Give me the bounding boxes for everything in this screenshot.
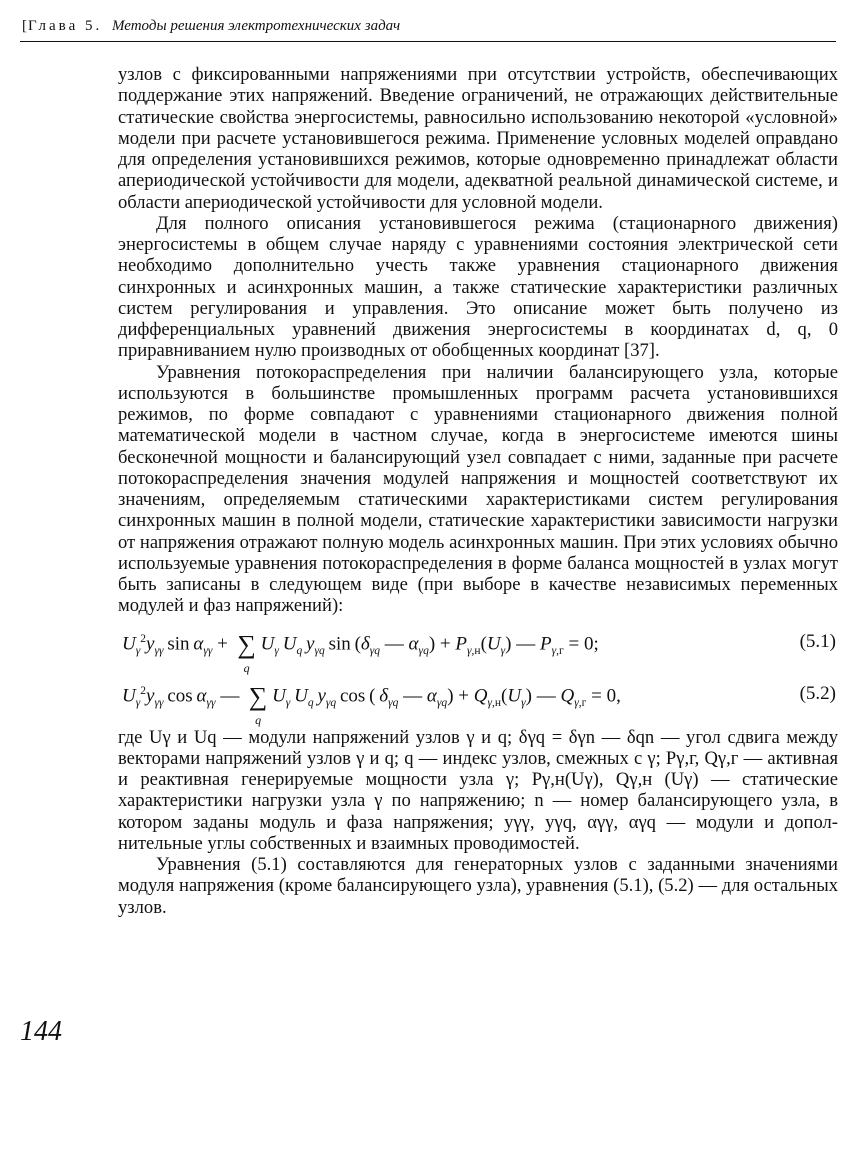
header-bracket: [ bbox=[22, 18, 27, 34]
equation-5-1-formula: $U_\gamma^2y_{\gamma\gamma}$ $\sin \alpha_{\gamma\gamma}$ + ∑ q $U_\gamma$ $U_q$ $y_{\gamma q}$ $\sin (\delta_{\gamma q}$ — $\alpha_{\gamma q}) + P_{\gamma,н}(U_\gamma)$ — $P_{\gamma,г} = 0$; bbox=[122, 629, 599, 675]
equation-5-2 bbox=[118, 677, 838, 727]
paragraph-2: Для полного описания установившегося режима (стационарного движения) энергосистемы в общем случае наряду с уравнениями состояния электрической сети необходимо дополнительно учесть также уравнения стационарного движения синхронных и асинхронных машин, а также статические характеристики различных систем регулирования и управления. Это описание может быть получено из дифференциальных уравнений движения энергосистемы в координатах d, q, 0 приравниванием нулю производных от обобщенных координат [37]. bbox=[118, 212, 838, 362]
paragraph-3: Уравнения потокораспределения при наличии балансирующего узла, которые используются в большинстве промышленных программ расчета установившихся режимов, по форме совпадают с уравнениями стационарного движения полной математической модели в частном случае, когда в энергосистеме имеются шины бесконечной мощности и балансирующий узел совпадает с ними, заданные при расчете потокораспределения значения модулей напряжения и мощностей соответствуют их значениям, определяемым статическими характеристиками систем регулирования синхронных машин в полной модели, статические характеристики зависимости нагрузки от напряжения отражают полную модель асинхронных машин. При этих условиях обычно используемые уравнения потокораспределения в форме баланса мощностей в узлах могут быть записаны в следующем виде (при выборе в качестве независимых переменных модулей и фаз напряжений): bbox=[118, 361, 838, 617]
equation-5-2-formula: $U_\gamma^2y_{\gamma\gamma}$ $\cos \alpha_{\gamma\gamma}$ — ∑ q $U_\gamma$ $U_q$ $y_{\gamma q}$ cos ( $\delta_{\gamma q}$ — $\alpha_{\gamma q}) + Q_{\gamma,н}(U_\gamma)$ — $Q_{\gamma,г} = 0$, bbox=[122, 681, 621, 727]
equation-5-1 bbox=[118, 625, 838, 675]
sum-symbol: ∑ q bbox=[248, 681, 268, 727]
sum-symbol: ∑ q bbox=[237, 629, 256, 675]
paragraph-5: Уравнения (5.1) составляются для генераторных узлов с заданными значениями модуля напряжения (кроме балансирующего узла), уравнения (5.1), (5.2) — для остальных узлов. bbox=[118, 854, 838, 918]
header-chapter: Глава 5. bbox=[28, 18, 103, 34]
running-header bbox=[22, 16, 834, 36]
body-text bbox=[118, 64, 838, 918]
paragraph-1: узлов с фиксированными напряжениями при отсутствии устройств, обеспечивающих поддержание этих напряжений. Введение ограничений, не отражающих действительные статические свойства энергосистемы, равносильно использованию некоторой «условной» модели при расчете установившегося режима. Применение условных моделей оправдано для определения установившихся режимов, которые одновременно принадлежат области апериодической устойчивости для модели, адекватной реальной динамической системе, и области апериодической устойчивости для условной модели. bbox=[118, 64, 838, 213]
page-number: 144 bbox=[20, 1016, 62, 1047]
equation-number: (5.1) bbox=[799, 630, 836, 652]
equation-number: (5.2) bbox=[799, 682, 836, 704]
header-rule bbox=[20, 41, 836, 42]
paragraph-4: где Uγ и Uq — модули напряжений узлов γ и q; δγq = δγn — δqn — угол сдвига между векторами напряжений узлов γ и q; q — индекс узлов, смежных с γ; Pγ,г, Qγ,г — активная и реактивная генерируемые мощности узла γ; Pγ,н(Uγ), Qγ,н (Uγ) — статические характеристики нагрузки узла γ по напряжению; n — номер балансирующего узла, в котором заданы модуль и фаза напряжения; yγγ, yγq, αγγ, αγq — модули и дополнительные углы собственных и взаимных проводимостей. bbox=[118, 726, 838, 854]
header-title: Методы решения электротехнических задач bbox=[111, 18, 401, 34]
